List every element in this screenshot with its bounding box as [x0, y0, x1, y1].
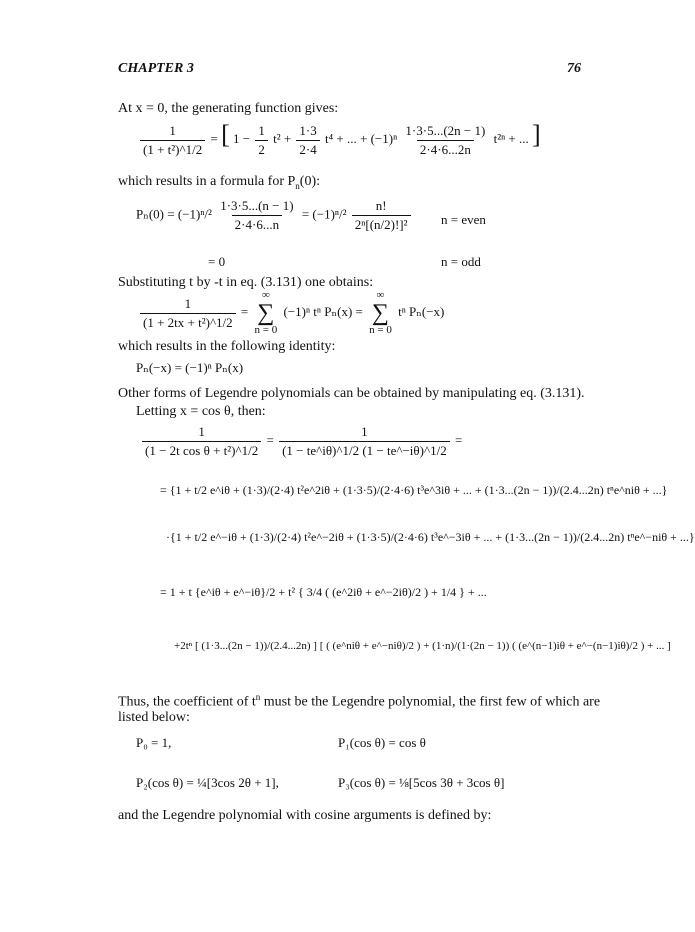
equation-p3: P₃(cos θ) = ⅛[5cos 3θ + 3cos θ] — [338, 775, 505, 790]
equation-p0: P₀ = 1, — [136, 735, 172, 750]
paragraph-line: Substituting t by -t in eq. (3.131) one obtains: — [118, 275, 374, 290]
paragraph-line: Other forms of Legendre polynomials can be obtained by manipulating eq. (3.131). — [118, 386, 585, 401]
paragraph-line: At x = 0, the generating function gives: — [118, 101, 339, 116]
equation-generating-function: $\frac{1}{\text{(1 + t²)\textasciicircum{}1/2}}$ = [ 1 − $\frac{1}{2}$ t² + $\frac{1\cdot 3}{2\cdot 4}$ t⁴ + ... + (−1)ⁿ $\frac{1\cdot 3\cdot 5...(2n - 1)}{2\cdot 4\cdot 6...2n}$ t²ⁿ + ... ] — [138, 122, 541, 158]
equation-product-line-2: ·{1 + t/2 e^−iθ + (1·3)/(2·4) t²e^−2iθ + (1·3·5)/(2·4·6) t³e^−3iθ + ... + (1·3...(2n − 1))/(2.4...2n) tⁿe^−niθ + ...} — [166, 530, 695, 544]
equation-p1: P₁(cos θ) = cos θ — [338, 735, 426, 750]
page-number: 76 — [567, 61, 581, 76]
paragraph-line: which results in the following identity: — [118, 339, 336, 354]
paragraph-line: Letting x = cos θ, then: — [136, 404, 266, 419]
condition-odd: n = odd — [441, 254, 481, 269]
equation-pn-zero: Pₙ(0) = (−1)ⁿ/² $\frac{1\cdot 3\cdot 5...(n - 1)}{2\cdot 4\cdot 6...n}$ = (−1)ⁿ/² $\frac{n!}{\text{2ⁿ[(n/2)!]²}}$ — [136, 198, 413, 233]
equation-identity: Pₙ(−x) = (−1)ⁿ Pₙ(x) — [136, 360, 244, 375]
paragraph-line: listed below: — [118, 710, 190, 725]
equation-product-line-1: = {1 + t/2 e^iθ + (1·3)/(2·4) t²e^2iθ + (1·3·5)/(2·4·6) t³e^3iθ + ... + (1·3...(2n − 1))/(2.4...2n) tⁿe^niθ + ...} — [160, 483, 668, 497]
paragraph-line: and the Legendre polynomial with cosine arguments is defined by: — [118, 808, 492, 823]
paragraph-line: Thus, the coefficient of $t^n$ must be the Legendre polynomial, the first few of which are — [118, 692, 601, 710]
equation-cosine-form: $\frac{1}{\text{(1 − 2t cos θ + t²)\textasciicircum{}1/2}}$ = $\frac{1}{(1 - te\^{}i\theta)\^{}1/2 (1 - te\^{}-i\theta)\^{}1/2}$ = — [140, 424, 462, 459]
chapter-header: CHAPTER 3 — [118, 61, 194, 76]
condition-even: n = even — [441, 212, 486, 227]
equation-pn-zero-odd: = 0 — [208, 254, 226, 269]
equation-expansion-line-2: +2tⁿ [ (1·3...(2n − 1))/(2.4...2n) ] [ ( (e^niθ + e^−niθ)/2 ) + (1·n)/(1·(2n − 1)) ( (e^(n−1)iθ + e^−(n−1)iθ)/2 ) + ... ] — [174, 640, 671, 652]
equation-substitution: $\frac{1}{\text{(1 + 2tx + t²)\textasciicircum{}1/2}}$ = ∞ ∑ n = 0 (−1)ⁿ tⁿ Pₙ(x) = ∞ ∑ n = 0 tⁿ Pₙ(−x) — [138, 290, 444, 336]
paragraph-line: which results in a formula for $P_n(0)$: — [118, 174, 321, 191]
equation-p2: P₂(cos θ) = ¼[3cos 2θ + 1], — [136, 775, 279, 790]
equation-expansion-line-1: = 1 + t {e^iθ + e^−iθ}/2 + t² { 3/4 ( (e^2iθ + e^−2iθ)/2 ) + 1/4 } + ... — [160, 585, 487, 599]
